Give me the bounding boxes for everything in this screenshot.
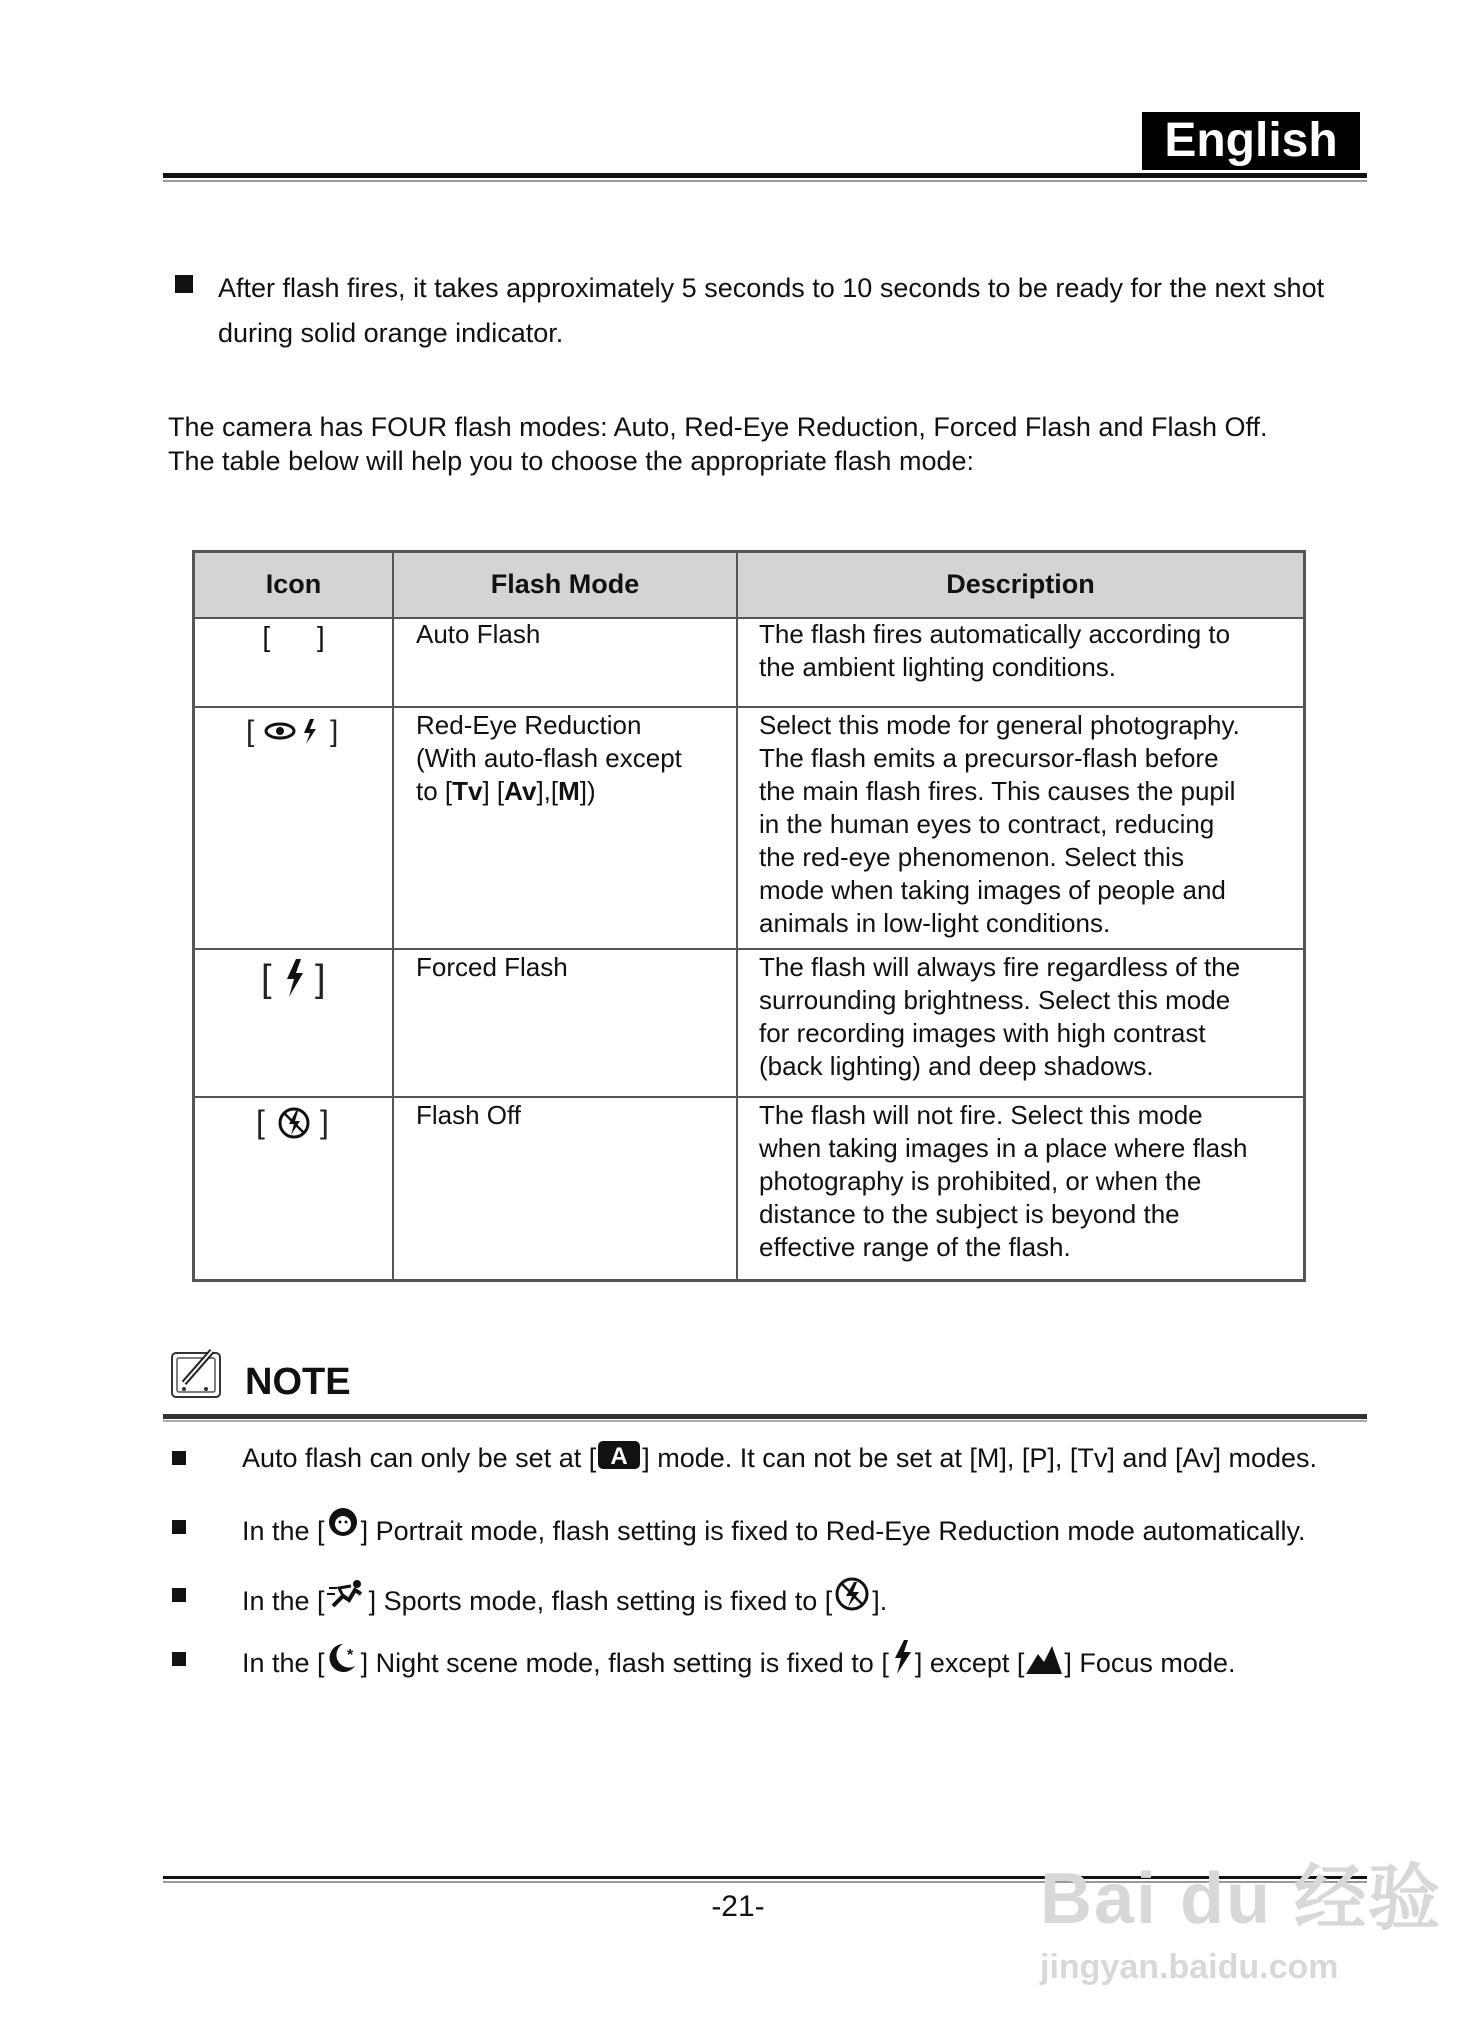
column-divider <box>736 553 738 1279</box>
header-description: Description <box>946 569 1095 599</box>
svg-text:A: A <box>610 1443 628 1470</box>
header-rule <box>163 173 1367 178</box>
desc-line: the main flash fires. This causes the pupil <box>759 776 1236 806</box>
desc-line: The flash will not fire. Select this mode <box>759 1100 1203 1130</box>
intro-para-line2: The table below will help you to choose the appropriate flash mode: <box>168 446 974 476</box>
note-bullet <box>172 1520 186 1534</box>
svg-text:[: [ <box>260 958 272 1000</box>
header-rule-thin <box>163 180 1367 182</box>
note-bullet <box>172 1588 186 1602</box>
desc-line: Select this mode for general photography. <box>759 710 1240 740</box>
intro-bullet-line2: during solid orange indicator. <box>218 318 564 348</box>
language-label: English <box>1142 112 1360 170</box>
table-row-icon <box>195 621 392 653</box>
mode-auto-flash: Auto Flash <box>416 619 541 649</box>
table-row-icon <box>195 711 392 758</box>
flash-off-icon <box>832 1574 872 1614</box>
note-bullet <box>172 1451 186 1465</box>
intro-para-line1: The camera has FOUR flash modes: Auto, Red-Eye Reduction, Forced Flash and Flash Off. <box>168 412 1268 442</box>
desc-line: photography is prohibited, or when the <box>759 1166 1202 1196</box>
note-rule <box>163 1414 1367 1419</box>
desc-line: The flash fires automatically according to <box>759 619 1231 649</box>
note-item-night-scene: In the [ * ] Night scene mode, flash setting is fixed to [ ] except [ ] Focus mode. <box>242 1638 1235 1683</box>
desc-forced-flash <box>759 951 1240 1083</box>
desc-line: effective range of the flash. <box>759 1232 1071 1262</box>
mode-line: to [Tv] [Av],[M]) <box>416 776 596 806</box>
desc-line: animals in low-light conditions. <box>759 908 1111 938</box>
desc-line: The flash emits a precursor-flash before <box>759 743 1219 773</box>
mode-line: (With auto-flash except <box>416 743 682 773</box>
desc-line: in the human eyes to contract, reducing <box>759 809 1215 839</box>
mode-flash-off: Flash Off <box>416 1100 522 1130</box>
svg-text:]: ] <box>329 715 338 748</box>
svg-text:*: * <box>346 1647 353 1664</box>
desc-line: for recording images with high contrast <box>759 1018 1206 1048</box>
desc-line: when taking images in a place where flash <box>759 1133 1248 1163</box>
baidu-watermark <box>1040 1840 1442 1987</box>
desc-line: the red-eye phenomenon. Select this <box>759 842 1184 872</box>
row-divider <box>195 948 1303 950</box>
header-icon: Icon <box>265 569 322 599</box>
flash-off-icon <box>254 1101 334 1145</box>
forced-flash-icon <box>259 953 329 1003</box>
header-flash-mode: Flash Mode <box>490 569 640 599</box>
desc-red-eye <box>759 709 1240 940</box>
note-pad-icon <box>168 1345 228 1401</box>
column-divider <box>392 553 394 1279</box>
desc-auto-flash <box>759 618 1230 684</box>
mode-line: Red-Eye Reduction <box>416 710 642 740</box>
watermark-main: Bai du 经验 <box>1040 1859 1443 1939</box>
sports-mode-icon <box>325 1576 369 1614</box>
page-number: -21- <box>711 1890 765 1923</box>
forced-flash-icon <box>889 1638 915 1676</box>
red-eye-flash-icon <box>244 711 344 751</box>
desc-line: (back lighting) and deep shadows. <box>759 1051 1154 1081</box>
note-title: NOTE <box>245 1361 351 1403</box>
intro-bullet-line1: After flash fires, it takes approximately 5 seconds to 10 seconds to be ready for the next shot <box>218 273 1325 303</box>
svg-text:]: ] <box>319 1104 329 1140</box>
note-item-portrait: In the [ ] Portrait mode, flash setting is fixed to Red-Eye Reduction mode automatically. <box>242 1506 1306 1551</box>
note-item-auto-flash: Auto flash can only be set at [ A ] mode. It can not be set at [M], [P], [Tv] and [Av] modes. <box>242 1438 1317 1478</box>
auto-mode-icon <box>596 1439 642 1471</box>
desc-line: The flash will always fire regardless of the <box>759 952 1241 982</box>
mode-forced-flash: Forced Flash <box>416 952 568 982</box>
table-row-icon <box>195 953 392 1010</box>
row-divider <box>195 706 1303 708</box>
desc-line: distance to the subject is beyond the <box>759 1199 1180 1229</box>
table-row-icon <box>195 1101 392 1152</box>
note-rule-thin <box>163 1420 1367 1422</box>
note-item-sports: In the [ ] Sports mode, flash setting is fixed to [ ]. <box>242 1574 887 1621</box>
note-bullet <box>172 1652 186 1666</box>
night-scene-icon <box>325 1640 361 1676</box>
svg-text:]: ] <box>314 958 326 1000</box>
portrait-mode-icon <box>325 1506 361 1544</box>
desc-line: the ambient lighting conditions. <box>759 652 1117 682</box>
flash-mode-table <box>192 550 1306 1282</box>
mode-red-eye <box>416 709 682 808</box>
row-divider <box>195 1096 1303 1098</box>
svg-text:[: [ <box>255 1104 265 1140</box>
square-bullet <box>175 275 193 293</box>
desc-line: mode when taking images of people and <box>759 875 1226 905</box>
svg-text:[: [ <box>245 715 254 748</box>
watermark-sub: jingyan.baidu.com <box>1040 1948 1339 1986</box>
auto-flash-icon: [ ] <box>262 621 325 652</box>
desc-line: surrounding brightness. Select this mode <box>759 985 1231 1015</box>
desc-flash-off <box>759 1099 1248 1264</box>
landscape-focus-icon <box>1024 1642 1064 1676</box>
